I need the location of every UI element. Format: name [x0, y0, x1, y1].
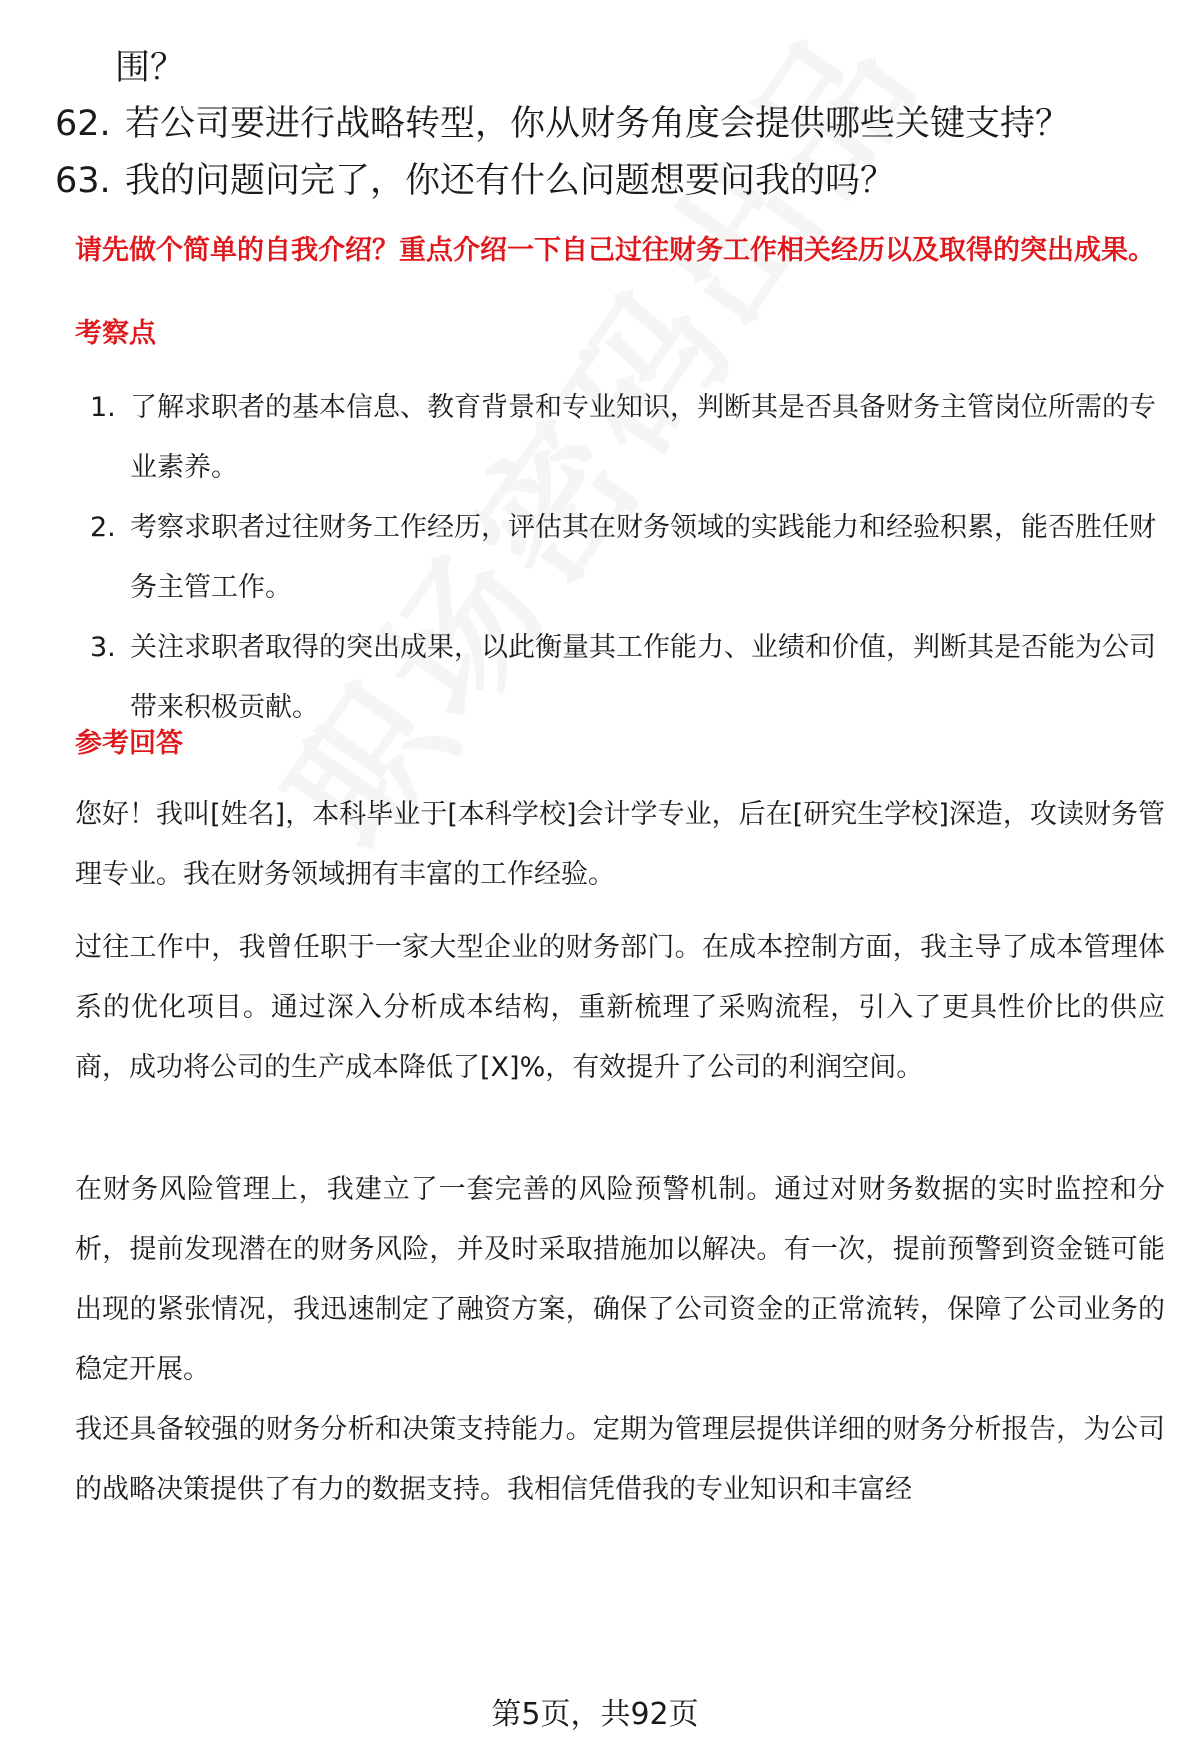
question-continued-text	[115, 48, 185, 88]
answer-paragraph: 您好！我叫[姓名]，本科毕业于[本科学校]会计学专业，后在[研究生学校]深造，攻读财务管理专业。我在财务领域拥有丰富的工作经验。	[75, 799, 1165, 890]
page-number-footer: 第5页，共92页	[491, 1697, 699, 1732]
assessment-title: 考察点	[75, 318, 156, 349]
question-number: 63.	[55, 161, 111, 201]
list-item	[90, 378, 1160, 498]
assessment-list	[90, 378, 1160, 738]
list-item-text: 了解求职者的基本信息、教育背景和专业知识，判断其是否具备财务主管岗位所需的专业素养。	[130, 392, 1156, 483]
list-marker: 3.	[90, 632, 116, 663]
answer-paragraph: 我还具备较强的财务分析和决策支持能力。定期为管理层提供详细的财务分析报告，为公司的战略决策提供了有力的数据支持。我相信凭借我的专业知识和丰富经	[75, 1414, 1165, 1505]
list-item	[90, 618, 1160, 738]
list-item-text: 关注求职者取得的突出成果，以此衡量其工作能力、业绩和价值，判断其是否能为公司带来积极贡献。	[130, 632, 1156, 723]
list-item	[90, 498, 1160, 618]
question-text: 我的问题问完了，你还有什么问题想要问我的吗？	[125, 161, 896, 201]
list-item-text: 考察求职者过往财务工作经历，评估其在财务领域的实践能力和经验积累，能否胜任财务主管工作。	[130, 512, 1156, 603]
answer-paragraph: 在财务风险管理上，我建立了一套完善的风险预警机制。通过对财务数据的实时监控和分析，提前发现潜在的财务风险，并及时采取措施加以解决。有一次，提前预警到资金链可能出现的紧张情况，我迅速制定了融资方案，确保了公司资金的正常流转，保障了公司业务的稳定开展。	[75, 1174, 1165, 1385]
question-number: 62.	[55, 104, 111, 144]
continued-text: 围？	[115, 48, 186, 88]
list-marker: 2.	[90, 512, 116, 543]
question-heading: 请先做个简单的自我介绍？重点介绍一下自己过往财务工作相关经历以及取得的突出成果。	[75, 235, 1155, 266]
reference-answer-title: 参考回答	[75, 728, 183, 759]
answer-paragraph: 过往工作中，我曾任职于一家大型企业的财务部门。在成本控制方面，我主导了成本管理体系的优化项目。通过深入分析成本结构，重新梳理了采购流程，引入了更具性价比的供应商，成功将公司的生产成本降低了[X]%，有效提升了公司的利润空间。	[75, 932, 1165, 1083]
list-marker: 1.	[90, 392, 116, 423]
question-text: 若公司要进行战略转型，你从财务角度会提供哪些关键支持？	[125, 104, 1071, 144]
